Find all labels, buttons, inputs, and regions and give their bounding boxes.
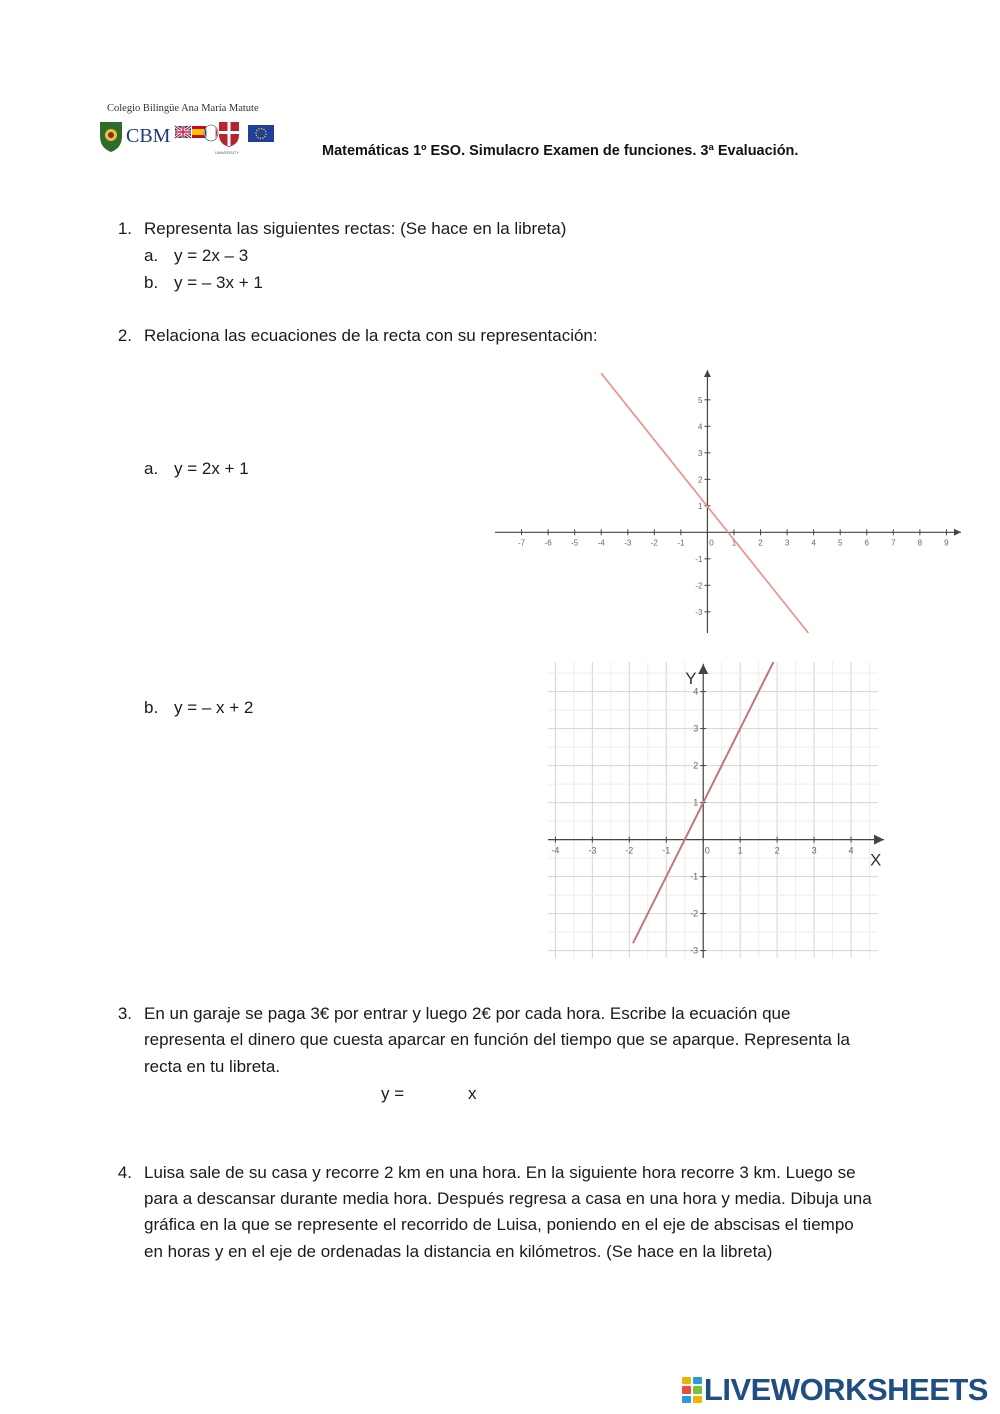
q2-item-letter: a. xyxy=(144,459,159,478)
graph-2 xyxy=(548,662,888,958)
y-tick-label: -2 xyxy=(695,581,703,591)
x-tick-label: 0 xyxy=(709,538,714,548)
q3-text-line: En un garaje se paga 3€ por entrar y luego 2€ por cada hora. Escribe la ecuación que xyxy=(144,1004,791,1023)
q4-number: 4. xyxy=(117,1163,132,1182)
cambridge-crest-icon xyxy=(215,122,239,155)
x-tick-label: -7 xyxy=(517,538,526,548)
x-tick-label: -4 xyxy=(551,845,560,856)
q1-text: Representa las siguientes rectas: (Se hace en la libreta) xyxy=(144,219,567,238)
y-tick-label: -1 xyxy=(690,871,699,882)
exam-title: Matemáticas 1º ESO. Simulacro Examen de funciones. 3ª Evaluación. xyxy=(322,143,799,159)
graph-1 xyxy=(495,368,965,633)
y-tick-label: 2 xyxy=(693,760,699,771)
q2-item-letter: b. xyxy=(144,698,159,717)
data-line xyxy=(601,373,808,633)
x-tick-label: -3 xyxy=(624,538,632,548)
x-tick-label: 8 xyxy=(917,538,923,548)
x-tick-label: 0 xyxy=(704,845,710,856)
q3-answer-x-label: x xyxy=(468,1084,477,1103)
q1-item-equation: y = – 3x + 1 xyxy=(174,273,263,292)
q4-text-line: para a descansar durante media hora. Después regresa a casa en una hora y media. Dibuja una xyxy=(144,1189,872,1208)
y-tick-label: 2 xyxy=(697,475,703,485)
x-tick-label: 2 xyxy=(774,845,780,856)
x-tick-label: 7 xyxy=(891,538,896,548)
france-flag-icon xyxy=(204,125,218,141)
y-tick-label: -3 xyxy=(690,945,699,956)
y-tick-label: 3 xyxy=(693,723,699,734)
y-axis-arrow-icon xyxy=(698,664,708,674)
x-axis-label: X xyxy=(870,850,882,870)
q4-text-line: gráfica en la que se represente el recorrido de Luisa, poniendo en el eje de abscisas el tiempo xyxy=(144,1215,854,1234)
y-tick-label: -2 xyxy=(690,908,699,919)
y-tick-label: 5 xyxy=(697,395,703,405)
x-tick-label: 4 xyxy=(811,538,816,548)
x-tick-label: -1 xyxy=(662,845,671,856)
x-tick-label: 4 xyxy=(848,845,854,856)
q2-number: 2. xyxy=(117,326,132,345)
x-tick-label: 5 xyxy=(837,538,843,548)
y-axis-arrow-icon xyxy=(704,370,711,377)
liveworksheets-brand: LIVEWORKSHEETS xyxy=(703,1372,988,1407)
y-tick-label: 1 xyxy=(697,501,703,511)
y-tick-label: 3 xyxy=(697,448,703,458)
x-tick-label: 2 xyxy=(758,538,763,548)
q3-text-line: recta en tu libreta. xyxy=(144,1057,281,1076)
x-axis-arrow-icon xyxy=(954,529,961,536)
x-tick-label: 3 xyxy=(784,538,790,548)
q1-item-equation: y = 2x – 3 xyxy=(174,246,249,265)
x-tick-label: -6 xyxy=(544,538,552,548)
svg-text:UNIVERSITY: UNIVERSITY xyxy=(215,150,240,155)
q2-item-equation: y = – x + 2 xyxy=(174,698,254,717)
x-tick-label: -1 xyxy=(677,538,685,548)
q3-answer-y-label: y = xyxy=(381,1084,405,1103)
x-tick-label: 1 xyxy=(737,845,743,856)
x-tick-label: -3 xyxy=(588,845,597,856)
x-tick-label: 9 xyxy=(944,538,949,548)
x-tick-label: -2 xyxy=(625,845,634,856)
school-logo xyxy=(98,118,280,156)
uk-flag-icon xyxy=(175,126,191,138)
x-tick-label: -5 xyxy=(571,538,579,548)
x-tick-label: -4 xyxy=(597,538,605,548)
q2-item-equation: y = 2x + 1 xyxy=(174,459,249,478)
liveworksheets-logo xyxy=(682,1372,988,1408)
eu-flag-icon xyxy=(248,125,274,142)
liveworksheets-icon xyxy=(682,1377,702,1403)
y-tick-label: 4 xyxy=(697,422,703,432)
q1-item-letter: a. xyxy=(144,246,159,265)
q4-text-line: en horas y en el eje de ordenadas la distancia en kilómetros. (Se hace en la libreta) xyxy=(144,1242,773,1261)
q2-text: Relaciona las ecuaciones de la recta con su representación: xyxy=(144,326,598,345)
q3-text-line: representa el dinero que cuesta aparcar en función del tiempo que se aparque. Representa la xyxy=(144,1030,850,1049)
q1-number: 1. xyxy=(117,219,132,238)
y-axis-label: Y xyxy=(685,669,697,688)
q1-item-letter: b. xyxy=(144,273,159,292)
y-tick-label: -3 xyxy=(695,607,703,617)
school-name: Colegio Bilingüe Ana María Matute xyxy=(107,103,259,114)
x-tick-label: 6 xyxy=(864,538,869,548)
logo-text: CBM xyxy=(126,125,171,147)
y-tick-label: -1 xyxy=(695,554,703,564)
x-tick-label: 1 xyxy=(731,538,737,548)
x-tick-label: 3 xyxy=(811,845,817,856)
x-tick-label: -2 xyxy=(650,538,658,548)
crest-icon xyxy=(100,122,122,152)
q3-number: 3. xyxy=(117,1004,132,1023)
x-axis-arrow-icon xyxy=(874,835,884,845)
y-tick-label: 4 xyxy=(693,686,699,697)
q4-text-line: Luisa sale de su casa y recorre 2 km en una hora. En la siguiente hora recorre 3 km. Luego se xyxy=(144,1163,856,1182)
y-tick-label: 1 xyxy=(693,797,699,808)
